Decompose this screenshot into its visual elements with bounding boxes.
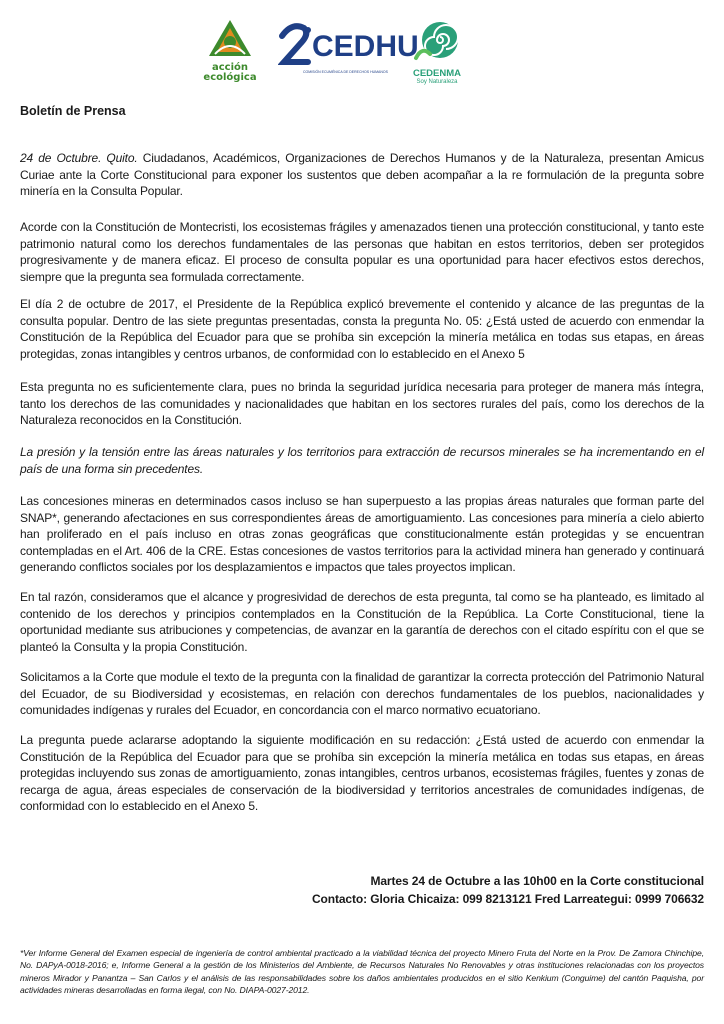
paragraph-6: Las concesiones mineras en determinados casos incluso se han superpuesto a las propias áreas naturales que forman parte del SNAP*, generando afectaciones en sus correspondientes áreas de amortiguamiento. Las concesiones para minería a cielo abierto han proliferado en el país incluso en otras zonas geográficas que constitucionalmente están protegidas y se encuentran contempladas en el Art. 406 de la CRE. Estas concesiones de vastos territorios para la actividad minera han generado y continuará generando conflictos sociales por los desplazamientos e impactos que tales proyectos implican.: [20, 494, 704, 574]
logo-header: [0, 0, 724, 95]
paragraph-8: Solicitamos a la Corte que module el texto de la pregunta con la finalidad de garantizar la correcta protección del Patrimonio Natural del Ecuador, de su Biodiversidad y ecosistemas, en relación con derechos fundamentales de los pueblos, nacionalidades y comunidades indígenas y rurales del Ecuador, en concordancia con el marco normativo ecuatoriano.: [20, 670, 704, 717]
document-title: Boletín de Prensa: [20, 104, 126, 118]
footnote: *Ver Informe General del Examen especial de ingeniería de control ambiental practicado a la viabilidad técnica del proyecto Minero Fruta del Norte en la Prov. De Zamora Chinchipe, No. DAPyA-0018-2016; e, Informe General a la gestión de los Ministerios del Ambiente, de Recursos Naturales No Renovables y otras instituciones relacionadas con los proyectos mineros Mirador y Panantza – San Carlos y el análisis de las responsabilidades sobre los daños ambientales producidos en el sitio Kenkium (Conguime) del cantón Paquisha, por actividades mineras desarrolladas en forma ilegal, con No. DIAPA-0027-2012.: [20, 948, 704, 995]
cedhu-name: CEDHU: [312, 30, 419, 63]
accion-ecologica-logo-icon: [207, 18, 253, 58]
paragraph-1-text: Ciudadanos, Académicos, Organizaciones de Derechos Humanos y de la Naturaleza, presentan Amicus Curiae ante la Corte Constitucional para exponer los sustentos que deben acompañar a la re formulación de la pregunta sobre minería en la Consulta Popular.: [20, 151, 704, 198]
paragraph-4: Esta pregunta no es suficientemente clara, pues no brinda la seguridad jurídica necesaria para proteger de manera más íntegra, tanto los derechos de las comunidades y nacionalidades que habitan en los sectores rurales del país, como los derechos de la Naturaleza reconocidos en la Constitución.: [20, 380, 704, 427]
dateline: 24 de Octubre. Quito.: [20, 151, 138, 165]
paragraph-3: El día 2 de octubre de 2017, el Presidente de la República explicó brevemente el contenido y alcance de las preguntas de la consulta popular. Dentro de las siete preguntas presentadas, consta la pregunta No. 05: ¿Está usted de acuerdo con enmendar la Constitución de la República del Ecuador para que se prohíba sin excepción la minería metálica en todas sus etapas, en áreas protegidas, zonas intangibles y centros urbanos, de conformidad con lo establecido en el Anexo 5: [20, 297, 704, 361]
cedhu-logo-icon: [278, 22, 314, 72]
cedhu-logo: [278, 22, 419, 82]
paragraph-9: La pregunta puede aclararse adoptando la siguiente modificación en su redacción: ¿Está usted de acuerdo con enmendar la Constitución de la República del Ecuador para que se prohíba sin excepción la minería metálica en todas sus etapas, en áreas protegidas incluyendo sus zonas de amortiguamiento, zonas intangibles, centros urbanos, ecosistemas frágiles, fuentes y zonas de recarga de agua, áreas especiales de conservación de la biodiversidad y territorios ancestrales de comunidades indígenas, de conformidad con lo establecido en el Anexo 5.: [20, 733, 704, 813]
event-info: Martes 24 de Octubre a las 10h00 en la Corte constitucional: [370, 874, 704, 888]
accion-ecologica-logo: [195, 18, 265, 90]
contact-info: Contacto: Gloria Chicaiza: 099 8213121 Fred Larreategui: 0999 706632: [311, 892, 704, 906]
cedenma-logo: [402, 18, 472, 88]
cedhu-subtitle: COMISIÓN ECUMÉNICA DE DERECHOS HUMANOS: [303, 70, 388, 74]
cedenma-name: CEDENMA: [412, 68, 462, 79]
paragraph-2: Acorde con la Constitución de Montecristi, los ecosistemas frágiles y amenazados tienen una protección constitucional, y tanto este patrimonio natural como los derechos fundamentales de las personas que habitan en estos territorios, deben ser protegidos progresivamente y de manera eficaz. El proceso de consulta popular es una oportunidad para hacer efectivos estos derechos, siempre que la pregunta sea formulada correctamente.: [20, 220, 704, 284]
cedenma-subtitle: Soy Naturaleza: [416, 79, 458, 85]
paragraph-5: La presión y la tensión entre las áreas naturales y los territorios para extracción de recursos minerales se ha incrementando en el país de una forma sin precedentes.: [20, 445, 704, 476]
accion-text-line2: ecológica: [203, 72, 257, 83]
cedenma-spiral-icon: [412, 18, 462, 64]
paragraph-7: En tal razón, consideramos que el alcance y progresividad de derechos de esta pregunta, tal como se ha planteado, es limitado al contenido de los derechos y principios contemplados en la Constitución de la República. La Corte Constitucional, tiene la oportunidad mediante sus atribuciones y competencias, de avanzar en la garantía de derechos con el citado espíritu con el que se planteó la Consulta y la propia Constitución.: [20, 590, 704, 654]
paragraph-1: [20, 150, 704, 200]
accion-text-line1: acción: [211, 62, 249, 73]
